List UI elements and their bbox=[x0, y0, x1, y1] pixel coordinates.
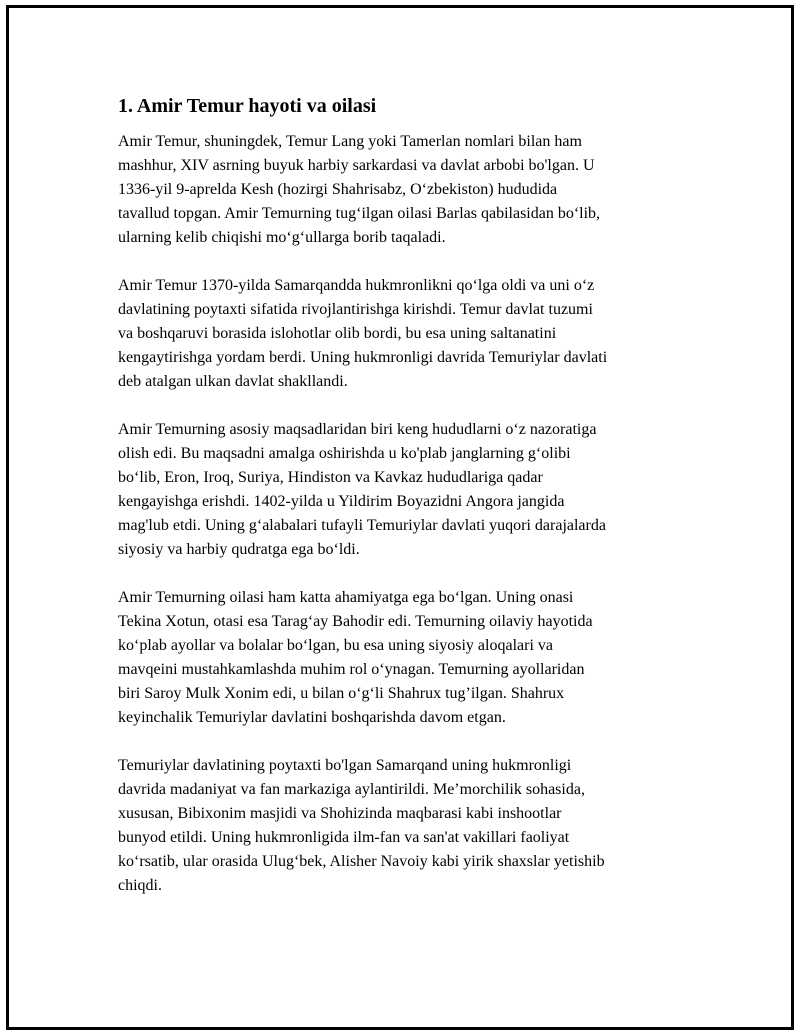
text-line: davlatining poytaxti sifatida rivojlantirishga kirishdi. Temur davlat tuzumi bbox=[118, 301, 593, 318]
text-line: Amir Temurning asosiy maqsadlaridan biri keng hududlarni o‘z nazoratiga bbox=[118, 421, 597, 438]
text-line: ko‘rsatib, ular orasida Ulug‘bek, Alisher Navoiy kabi yirik shaxslar yetishib bbox=[118, 853, 605, 870]
text-line: xususan, Bibixonim masjidi va Shohizinda maqbarasi kabi inshootlar bbox=[118, 805, 562, 822]
text-line: Amir Temur, shuningdek, Temur Lang yoki Tamerlan nomlari bilan ham bbox=[118, 133, 582, 150]
text-line: Amir Temur 1370-yilda Samarqandda hukmronlikni qo‘lga oldi va uni o‘z bbox=[118, 277, 595, 294]
text-line: 1336-yil 9-aprelda Kesh (hozirgi Shahrisabz, O‘zbekiston) hududida bbox=[118, 181, 558, 198]
section-title: 1. Amir Temur hayoti va oilasi bbox=[118, 95, 377, 117]
text-line: keyinchalik Temuriylar davlatini boshqarishda davom etgan. bbox=[118, 709, 506, 726]
document-body bbox=[118, 93, 690, 922]
text-line: kengayishga erishdi. 1402-yilda u Yildirim Boyazidni Angora jangida bbox=[118, 493, 565, 510]
text-line: tavallud topgan. Amir Temurning tug‘ilgan oilasi Barlas qabilasidan bo‘lib, bbox=[118, 205, 601, 222]
text-line: mag'lub etdi. Uning g‘alabalari tufayli Temuriylar davlati yuqori darajalarda bbox=[118, 517, 606, 534]
text-line: mavqeini mustahkamlashda muhim rol o‘ynagan. Temurning ayollaridan bbox=[118, 661, 585, 678]
text-line: va boshqaruvi borasida islohotlar olib bordi, bu esa uning saltanatini bbox=[118, 325, 557, 342]
paragraph-rise-to-power bbox=[118, 274, 690, 394]
text-line: biri Saroy Mulk Xonim edi, u bilan o‘g‘li Shahrux tug’ilgan. Shahrux bbox=[118, 685, 565, 702]
text-line: Temuriylar davlatining poytaxti bo'lgan Samarqand uning hukmronligi bbox=[118, 757, 572, 774]
text-line: kengaytirishga yordam berdi. Uning hukmronligi davrida Temuriylar davlati bbox=[118, 349, 608, 366]
paragraph-family bbox=[118, 586, 690, 730]
text-line: Tekina Xotun, otasi esa Tarag‘ay Bahodir edi. Temurning oilaviy hayotida bbox=[118, 613, 593, 630]
text-line: mashhur, XIV asrning buyuk harbiy sarkardasi va davlat arbobi bo'lgan. U bbox=[118, 157, 595, 174]
text-line: olish edi. Bu maqsadni amalga oshirishda u ko'plab janglarning g‘olibi bbox=[118, 445, 571, 462]
text-line: davrida madaniyat va fan markaziga aylantirildi. Me’morchilik sohasida, bbox=[118, 781, 585, 798]
text-line: ularning kelib chiqishi mo‘g‘ullarga borib taqaladi. bbox=[118, 229, 446, 246]
paragraph-culture bbox=[118, 754, 690, 898]
text-line: chiqdi. bbox=[118, 877, 162, 894]
text-line: Amir Temurning oilasi ham katta ahamiyatga ega bo‘lgan. Uning onasi bbox=[118, 589, 574, 606]
text-line: ko‘plab ayollar va bolalar bo‘lgan, bu esa uning siyosiy aloqalari va bbox=[118, 637, 553, 654]
text-line: deb atalgan ulkan davlat shakllandi. bbox=[118, 373, 348, 390]
paragraph-biography bbox=[118, 130, 690, 250]
paragraph-conquests bbox=[118, 418, 690, 562]
text-line: bunyod etildi. Uning hukmronligida ilm-fan va san'at vakillari faoliyat bbox=[118, 829, 570, 846]
text-line: siyosiy va harbiy qudratga ega bo‘ldi. bbox=[118, 541, 360, 558]
text-line: bo‘lib, Eron, Iroq, Suriya, Hindiston va Kavkaz hududlariga qadar bbox=[118, 469, 543, 486]
